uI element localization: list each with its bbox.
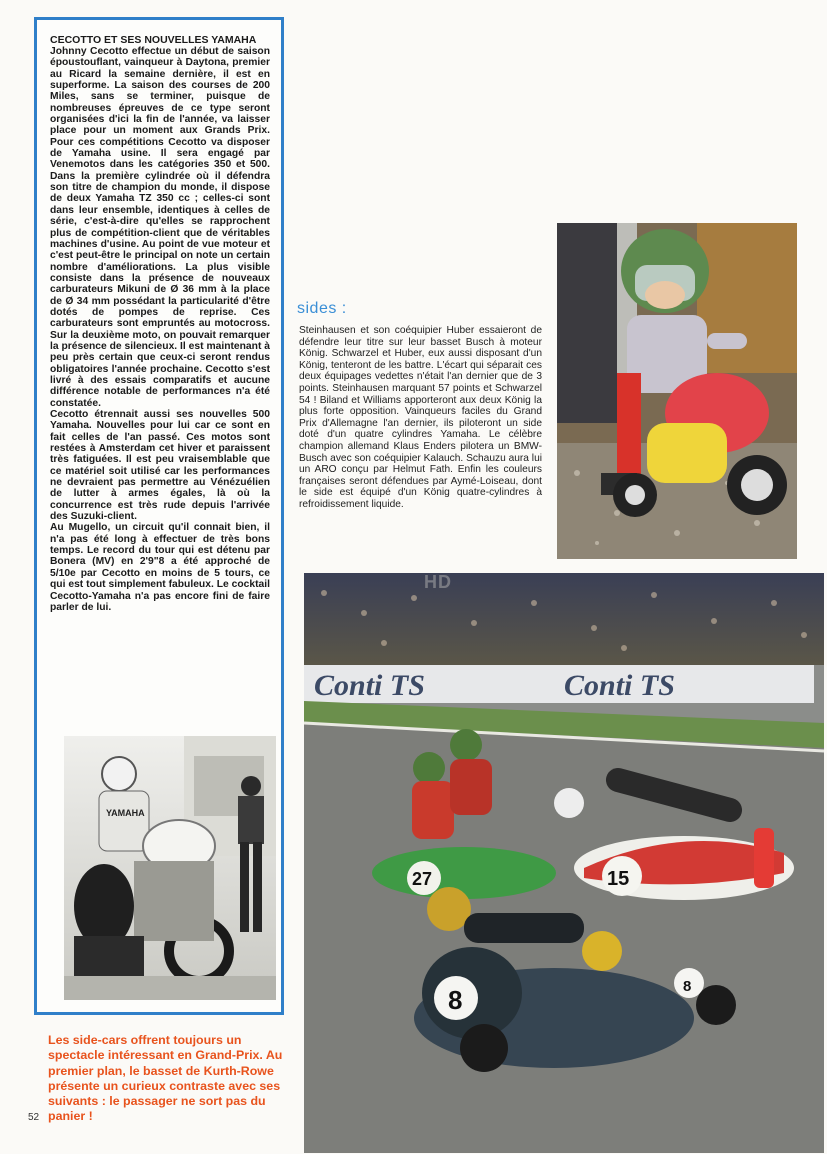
photo-caption: Les side-cars offrent toujours un spectacle intéressant en Grand-Prix. Au premier plan, le basset de Kurth-Rowe présente un curieux contraste avec ses suivants : le passager ne sort pas du panier ! (48, 1033, 283, 1124)
sides-heading: sides : (297, 300, 347, 317)
photo-cecotto-yamaha (64, 736, 276, 1000)
article-paragraph: Johnny Cecotto effectue un début de saison époustouflant, vainqueur à Daytona, premier au Ricard la semaine dernière, il est en superforme. La saison des courses de 200 Miles, sans se terminer, puisque de nombreuses épreuves de ce type seront organisées d'ici la fin de l'année, va laisser place pour un moment aux Grands Prix. Pour ces compétitions Cecotto va disposer de Yamaha usine. Il sera engagé par Venemotos dans les catégories 350 et 500. Dans la première cylindrée où il défendra son titre de champion du monde, il dispose de deux Yamaha TZ 350 cc ; celles-ci sont dans leur ensemble, identiques à celles de série, c'est-à-dire qu'elles se rapprochent plus de compétition-client que de véritables machines d'usine. Au point de vue moteur et c'est peut-être le principal on note un certain nombre d'améliorations. La plus visible consiste dans la présence de nouveaux carburateurs Mikuni de Ø 36 mm à la place de Ø 34 mm possédant la particularité d'être dotés de pompes de reprise. Ces carburateurs sont empruntés au motocross. Sur la deuxième moto, on pouvait remarquer la présence de silencieux. Il est maintenant à peu près certain que ceux-ci seront rendus obligatoires l'année prochaine. Cecotto s'est livré à des essais comparatifs et aucune différence notable de performances n'a été constatée. (50, 46, 270, 409)
sidecar-number-8-side: 8 (683, 978, 692, 995)
watermark: HD (424, 572, 452, 592)
article-title: CECOTTO ET SES NOUVELLES YAMAHA (50, 34, 257, 46)
photo-child-on-toy-motorbike (557, 223, 797, 559)
banner-text: Conti TS (314, 669, 425, 702)
sidecar-number-27: 27 (412, 869, 433, 889)
banner-text-2: Conti TS (564, 669, 675, 702)
photo-cecotto-illustration (64, 736, 276, 1000)
photo-sidecar-race (304, 573, 824, 1153)
photo-sidecar-illustration (304, 573, 824, 1153)
page-number: 52 (28, 1112, 40, 1123)
photo-child-illustration (557, 223, 797, 559)
article-text (50, 35, 270, 613)
sidecar-number-15: 15 (607, 868, 630, 890)
rider-shirt-text: YAMAHA (106, 808, 145, 818)
article-paragraph: Cecotto étrennait aussi ses nouvelles 500 Yamaha. Nouvelles pour lui car ce sont en fait celles de l'an passé. Ces motos sont restées à Amsterdam cet hiver et paraissent très fatiguées. Il est peu vraisemblable que ce matériel soit utilisé car les performances ne devraient pas permettre au Vénézuélien de lutter à armes égales, là où la concurrence est très rude depuis l'arrivée des Suzuki-client. (50, 409, 270, 523)
sides-article-text: Steinhausen et son coéquipier Huber essaieront de défendre leur titre sur leur basset Busch à moteur König. Schwarzel et Huber, eux aussi disposant d'un König, tenteront de les battre. L'écart qui séparait ces deux équipages vedettes n'était l'an dernier que de 3 points. Steinhausen marquant 57 points et Schwarzel 54 ! Biland et Williams apporteront aux deux König la plus forte opposition. Vainqueurs faciles du Grand Prix d'Allemagne l'an dernier, ils piloteront un side doté d'un quatre cylindres Yamaha. Le célèbre champion allemand Klaus Enders pilotera un BMW-Busch avec son coéquipier Kalauch. Schauzu aura lui un ARO conçu par Helmut Fath. Enfin les couleurs françaises seront défendues par Aymé-Loiseau, dont le side est équipé d'un König quatre-cylindres à refroidissement liquide. (299, 325, 542, 510)
sidecar-number-8: 8 (448, 985, 463, 1015)
article-paragraph: Au Mugello, un circuit qu'il connait bien, il n'a pas été long à effectuer de très bons temps. Le record du tour qui est détenu par Bonera (MV) en 2'9"8 a été approché de 5/10e par Cecotto en moins de 5 tours, ce qui est tout simplement fabuleux. Le cocktail Cecotto-Yamaha n'a pas encore fini de faire parler de lui. (50, 522, 270, 613)
